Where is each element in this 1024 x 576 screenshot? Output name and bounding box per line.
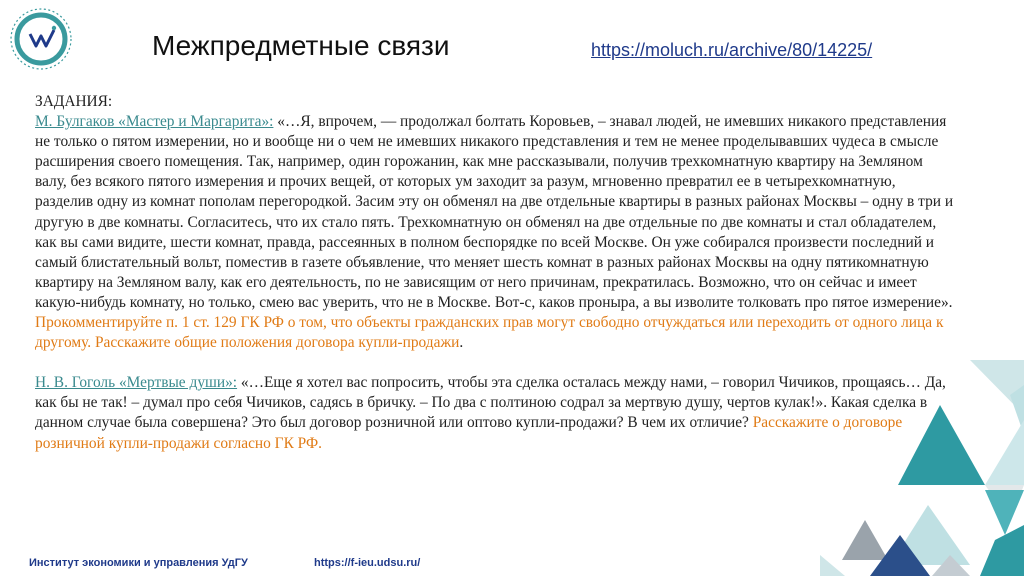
footer-institute: Институт экономики и управления УдГУ xyxy=(29,557,248,569)
gogol-paragraph xyxy=(35,373,955,453)
university-logo xyxy=(8,6,74,72)
source-link[interactable]: https://moluch.ru/archive/80/14225/ xyxy=(591,40,873,60)
bulgakov-task-text: Прокомментируйте п. 1 ст. 129 ГК РФ о том, что объекты гражданских прав могут свободно отчуждаться или переходить от одного лица к другому. Расскажите общие положения договора купли-продажи xyxy=(35,314,944,352)
decorative-triangles xyxy=(820,360,1024,576)
gogol-quote: «…Еще я хотел вас попросить, чтобы эта сделка осталась между нами, – говорил Чичиков, прощаясь… Да, как бы не так! – думал про себя Чичиков, садясь в бричку. – По два с полтиною содрал за мертвую душу, чертов кулак!». Какая сделка в данном случае была совершена? Это был договор розничной или оптово купли-продажи? В чем их отличие? xyxy=(35,374,946,432)
gogol-task: Расскажите о договоре розничной купли-продажи согласно ГК РФ. xyxy=(35,414,903,452)
paragraph-gap xyxy=(35,353,955,373)
page-title: Межпредметные связи xyxy=(152,30,450,61)
triangle-teal-large xyxy=(898,405,985,485)
bulgakov-author: М. Булгаков «Мастер и Маргарита»: xyxy=(35,113,274,131)
footer-site: https://f-ieu.udsu.ru/ xyxy=(314,557,421,569)
triangle-light-5 xyxy=(820,555,845,576)
gogol-author: Н. В. Гоголь «Мертвые души»: xyxy=(35,374,238,392)
triangle-teal-3 xyxy=(980,525,1024,576)
bulgakov-task-end: . xyxy=(459,334,464,352)
triangle-gray-2 xyxy=(842,520,888,560)
bulgakov-task xyxy=(35,313,955,353)
bulgakov-paragraph xyxy=(35,112,955,313)
tasks-heading: ЗАДАНИЯ: xyxy=(35,93,113,110)
bulgakov-quote: «…Я, впрочем, — продолжал болтать Коровьев, – знавал людей, не имевших никакого представления не только о пятом измерении, но и вообще ни о чем не имевших никакого представления и тем не менее проделывавших чудеса в смысле расширения своего помещения. Так, например, один горожанин, как мне рассказывали, получив трехкомнатную квартиру на Земляном валу, без всякого пятого измерения и прочих вещей, от которых ум заходит за разум, мгновенно превратил ее в четырехкомнатную, разделив одну из комнат пополам перегородкой. Засим эту он обменял на две отдельные квартиры в разных районах Москвы – одну в три и другую в две комнаты. Согласитесь, что их стало пять. Трехкомнатную он обменял на две отдельные по две комнаты и стал обладателем, как вы сами видите, шести комнат, правда, рассеянных в полном беспорядке по всей Москве. Он уже собирался произвести последний и самый блистательный вольт, поместив в газете объявление, что меняет шесть комнат в разных районах Москвы на одну пятикомнатную квартиру на Земляном валу, как его деятельность, по не зависящим от него причинам, прекратилась. Возможно, что он сейчас и имеет какую-нибудь комнату, но только, смею вас уверить, что не в Москве. Вот-с, каков проныра, а вы изволите толковать про пятое измерение». xyxy=(35,113,954,311)
task-content xyxy=(35,92,955,454)
triangle-light-3 xyxy=(985,420,1024,485)
